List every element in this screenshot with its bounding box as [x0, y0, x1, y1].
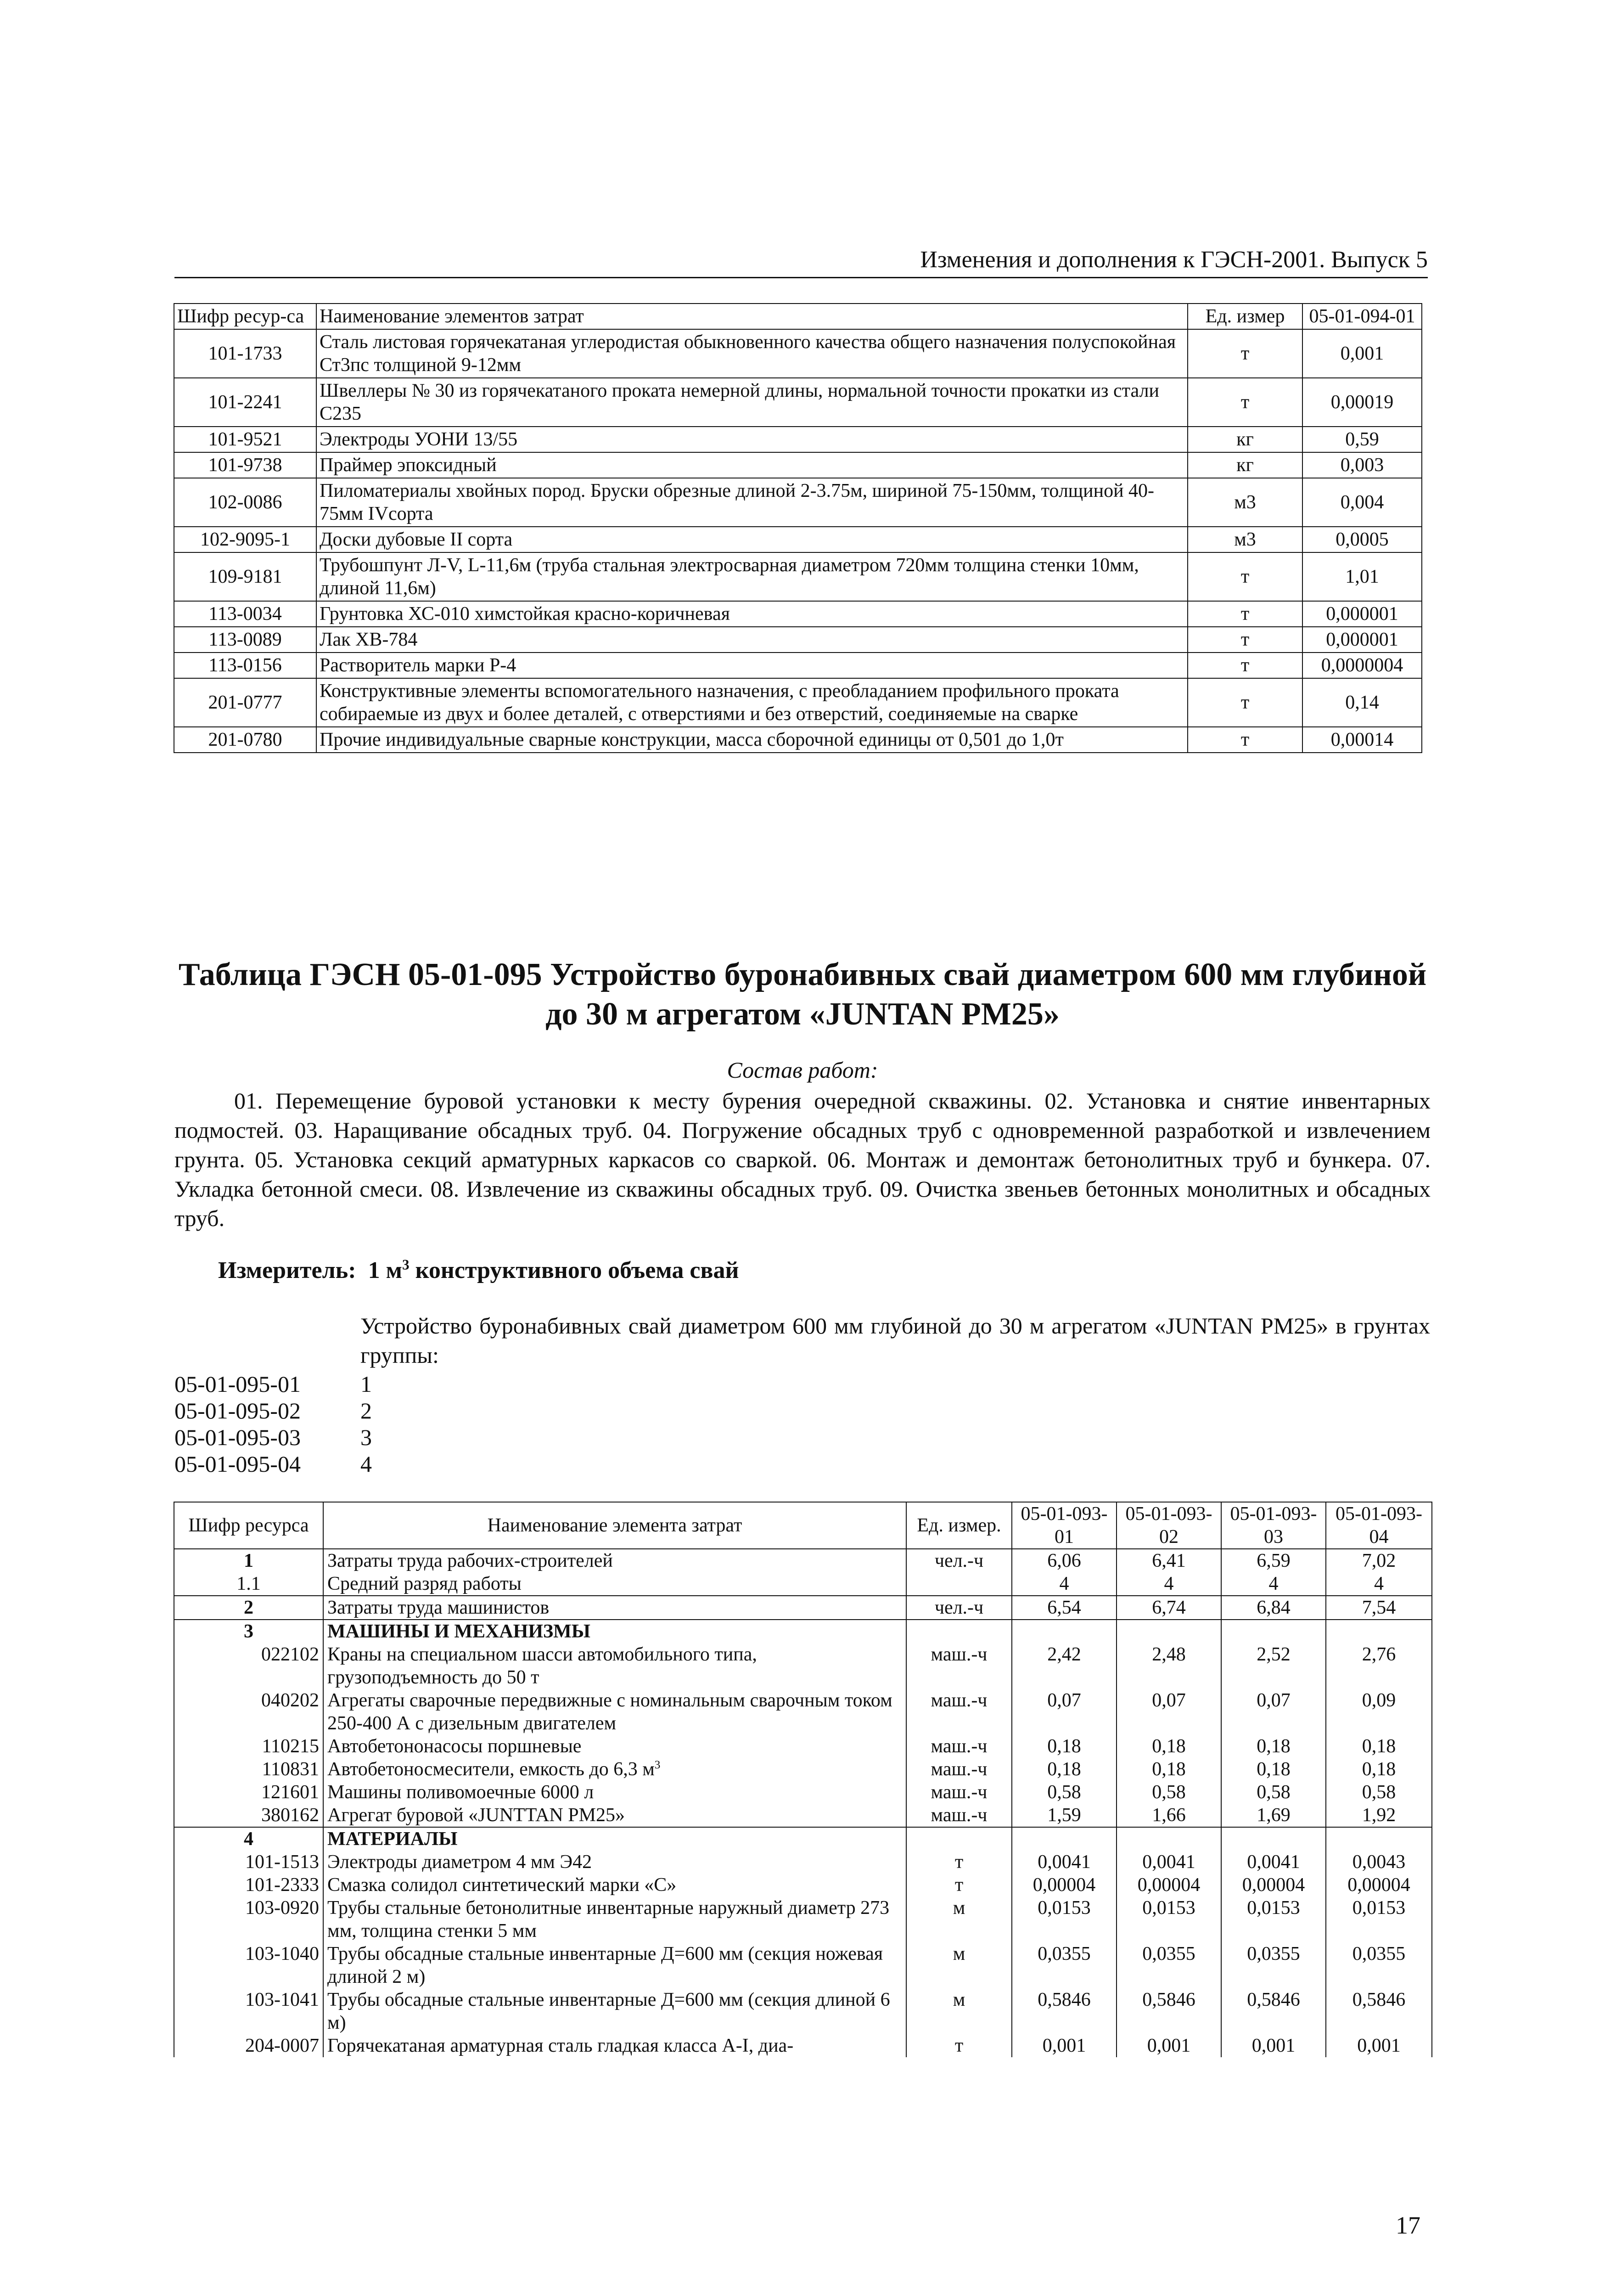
cell-code: 103-0920: [174, 1896, 323, 1942]
cell-name-text: Затраты труда рабочих-строителей: [327, 1550, 613, 1571]
variant-group: 2: [360, 1398, 372, 1424]
table-row: [174, 727, 1422, 753]
cell-code: 1: [174, 1549, 323, 1572]
cell-value-4: 0,0043: [1326, 1851, 1432, 1874]
cell-code: 201-0777: [174, 678, 316, 727]
cell-name: [323, 1596, 906, 1620]
table-row: [174, 601, 1422, 627]
table-row: [174, 1942, 1432, 1988]
table-row: [174, 1804, 1432, 1827]
cell-code: 101-2241: [174, 378, 316, 427]
cell-unit: чел.-ч: [906, 1596, 1012, 1620]
table-row: [174, 478, 1422, 527]
cell-unit: т: [1188, 601, 1302, 627]
cell-code: 204-0007: [174, 2034, 323, 2057]
table-row: [174, 1596, 1432, 1620]
cell-value-1: 1,59: [1012, 1804, 1117, 1827]
cell-value-3: 0,07: [1221, 1689, 1326, 1735]
cell-value-2: 6,74: [1117, 1596, 1221, 1620]
table-row: [174, 427, 1422, 452]
table-row: [174, 1896, 1432, 1942]
cell-value-4: 7,02: [1326, 1549, 1432, 1572]
cell-value: 0,0000004: [1302, 653, 1422, 678]
cell-code: 101-9521: [174, 427, 316, 452]
cell-unit: т: [1188, 329, 1302, 378]
table-row: [174, 1988, 1432, 2034]
cell-code: 113-0156: [174, 653, 316, 678]
cell-unit: т: [906, 1851, 1012, 1874]
cell-name-text: Затраты труда машинистов: [327, 1597, 550, 1618]
cell-name-text: Агрегат буровой «JUNTTAN PM25»: [327, 1805, 625, 1826]
cell-code: 101-9738: [174, 452, 316, 478]
cell-value: 1,01: [1302, 552, 1422, 601]
header-code: Шифр ресур-са: [174, 304, 316, 329]
cell-value-2: 0,58: [1117, 1781, 1221, 1804]
cell-name: [323, 2034, 906, 2057]
cell-unit: т: [1188, 552, 1302, 601]
cell-name: [323, 1874, 906, 1896]
cell-value-4: [1326, 1827, 1432, 1851]
table-row: [174, 1851, 1432, 1874]
cell-name: [323, 1804, 906, 1827]
cell-code: 109-9181: [174, 552, 316, 601]
table-row: [174, 1620, 1432, 1643]
cell-value-2: 6,41: [1117, 1549, 1221, 1572]
cell-value-2: 0,18: [1117, 1758, 1221, 1781]
cell-value: 0,14: [1302, 678, 1422, 727]
cell-value-1: [1012, 1827, 1117, 1851]
cell-name-text: МАТЕРИАЛЫ: [327, 1829, 458, 1850]
cell-code: 040202: [174, 1689, 323, 1735]
cell-value-3: 0,0041: [1221, 1851, 1326, 1874]
cell-value-4: 0,0355: [1326, 1942, 1432, 1988]
cell-value-4: 0,0153: [1326, 1896, 1432, 1942]
cell-value-3: 4: [1221, 1572, 1326, 1596]
cell-unit: м3: [1188, 478, 1302, 527]
cell-value-1: 6,54: [1012, 1596, 1117, 1620]
table-row: [174, 1781, 1432, 1804]
cell-value-1: 0,58: [1012, 1781, 1117, 1804]
cell-name: Грунтовка ХС-010 химстойкая красно-коричневая: [316, 601, 1188, 627]
cell-unit: м: [906, 1896, 1012, 1942]
cell-value-4: 0,5846: [1326, 1988, 1432, 2034]
cell-code: 103-1040: [174, 1942, 323, 1988]
running-header: Изменения и дополнения к ГЭСН-2001. Выпуск 5: [174, 246, 1428, 278]
cell-value: 0,000001: [1302, 627, 1422, 653]
cell-value-1: 0,07: [1012, 1689, 1117, 1735]
variant-list: [174, 1371, 372, 1477]
cell-value-4: [1326, 1620, 1432, 1643]
header-col-4: 05-01-093-04: [1326, 1502, 1432, 1549]
cell-name: Сталь листовая горячекатаная углеродистая обыкновенного качества общего назначения полуспокойная Ст3пс толщиной 9-12мм: [316, 329, 1188, 378]
cell-name: [323, 1758, 906, 1781]
cell-value-4: 0,09: [1326, 1689, 1432, 1735]
variant-group: 1: [360, 1371, 372, 1397]
variant-group: 4: [360, 1451, 372, 1477]
cell-name-text: Машины поливомоечные 6000 л: [327, 1782, 594, 1803]
cell-name-text: Средний разряд работы: [327, 1573, 522, 1594]
cell-name: [323, 1827, 906, 1851]
cell-name-text: Трубы обсадные стальные инвентарные Д=600 мм (секция длиной 6 м): [327, 1989, 890, 2033]
variant-item: [174, 1424, 372, 1451]
variant-code: 05-01-095-02: [174, 1398, 301, 1424]
table-row: [174, 329, 1422, 378]
cell-code: 110831: [174, 1758, 323, 1781]
table-row: [174, 678, 1422, 727]
header-name: Наименование элемента затрат: [323, 1502, 906, 1549]
cell-name: Прочие индивидуальные сварные конструкции, масса сборочной единицы от 0,501 до 1,0т: [316, 727, 1188, 753]
cell-unit: м: [906, 1942, 1012, 1988]
cell-value: 0,0005: [1302, 527, 1422, 552]
cell-name: [323, 1896, 906, 1942]
cell-value-3: 1,69: [1221, 1804, 1326, 1827]
cell-name: [323, 1549, 906, 1572]
measure-sup: 3: [402, 1256, 410, 1273]
cell-name: Трубошпунт Л-V, L-11,6м (труба стальная электросварная диаметром 720мм толщина стенки 10мм, длиной 11,6м): [316, 552, 1188, 601]
cell-unit: чел.-ч: [906, 1549, 1012, 1572]
cell-name: [323, 1781, 906, 1804]
cell-unit: т: [1188, 627, 1302, 653]
cell-unit: [906, 1572, 1012, 1596]
cell-value-2: 0,0041: [1117, 1851, 1221, 1874]
cell-unit: м3: [1188, 527, 1302, 552]
cell-unit: маш.-ч: [906, 1804, 1012, 1827]
cell-value-2: [1117, 1620, 1221, 1643]
header-name: Наименование элементов затрат: [316, 304, 1188, 329]
cell-value-3: 2,52: [1221, 1643, 1326, 1689]
cell-code: 2: [174, 1596, 323, 1620]
cell-unit: [906, 1827, 1012, 1851]
cell-name-text: Автобетоносмесители, емкость до 6,3 м: [327, 1759, 655, 1780]
cell-value-4: 0,18: [1326, 1735, 1432, 1758]
cell-value-3: 0,0355: [1221, 1942, 1326, 1988]
cell-value-3: [1221, 1620, 1326, 1643]
cell-name: [323, 1620, 906, 1643]
table-row: [174, 527, 1422, 552]
cell-value-1: 0,0153: [1012, 1896, 1117, 1942]
cell-code: 102-0086: [174, 478, 316, 527]
header-col-1: 05-01-093-01: [1012, 1502, 1117, 1549]
cell-unit: т: [1188, 727, 1302, 753]
cell-name: Растворитель марки Р-4: [316, 653, 1188, 678]
cell-value-2: 0,001: [1117, 2034, 1221, 2057]
cell-name-text: Автобетононасосы поршневые: [327, 1736, 582, 1757]
cell-code: 113-0089: [174, 627, 316, 653]
cell-value-2: 0,00004: [1117, 1874, 1221, 1896]
variant-item: [174, 1371, 372, 1397]
cell-unit: т: [1188, 378, 1302, 427]
cell-code: 3: [174, 1620, 323, 1643]
cell-name-sup: 3: [654, 1759, 661, 1771]
cell-unit: маш.-ч: [906, 1643, 1012, 1689]
cell-value-2: [1117, 1827, 1221, 1851]
table-row: [174, 1758, 1432, 1781]
cell-code: 121601: [174, 1781, 323, 1804]
table-row: [174, 1827, 1432, 1851]
cell-value: 0,004: [1302, 478, 1422, 527]
cell-code: 103-1041: [174, 1988, 323, 2034]
header-unit: Ед. измер: [1188, 304, 1302, 329]
cell-name-text: Агрегаты сварочные передвижные с номинальным сварочным током 250-400 А с дизельным двигателем: [327, 1690, 892, 1734]
cell-name-text: Краны на специальном шасси автомобильного типа, грузоподъемность до 50 т: [327, 1644, 757, 1688]
cell-code: 201-0780: [174, 727, 316, 753]
cell-code: 110215: [174, 1735, 323, 1758]
table-row: [174, 552, 1422, 601]
cell-name-text: МАШИНЫ И МЕХАНИЗМЫ: [327, 1621, 591, 1642]
cell-unit: т: [906, 1874, 1012, 1896]
cell-unit: кг: [1188, 427, 1302, 452]
cell-value: 0,00019: [1302, 378, 1422, 427]
variant-group: 3: [360, 1424, 372, 1450]
cell-value: 0,000001: [1302, 601, 1422, 627]
cell-value-4: 1,92: [1326, 1804, 1432, 1827]
cell-code: 1.1: [174, 1572, 323, 1596]
cell-value-1: 0,001: [1012, 2034, 1117, 2057]
table-row: [174, 2034, 1432, 2057]
cell-name-text: Электроды диаметром 4 мм Э42: [327, 1851, 592, 1873]
cell-value-4: 0,58: [1326, 1781, 1432, 1804]
cell-name-text: Трубы обсадные стальные инвентарные Д=600 мм (секция ножевая длиной 2 м): [327, 1943, 883, 1987]
cell-value-4: 4: [1326, 1572, 1432, 1596]
cell-value-3: 6,59: [1221, 1549, 1326, 1572]
table-row: [174, 1549, 1432, 1572]
table-header-row: [174, 1502, 1432, 1549]
cell-value-1: 0,0041: [1012, 1851, 1117, 1874]
cell-name-text: Смазка солидол синтетический марки «С»: [327, 1874, 677, 1896]
cell-value-2: 4: [1117, 1572, 1221, 1596]
cell-code: 113-0034: [174, 601, 316, 627]
cell-name: Конструктивные элементы вспомогательного назначения, с преобладанием профильного проката собираемые из двух и более деталей, с отверстиями и без отверстий, соединяемые на сварке: [316, 678, 1188, 727]
table-row: [174, 653, 1422, 678]
header-col-3: 05-01-093-03: [1221, 1502, 1326, 1549]
header-col: 05-01-094-01: [1302, 304, 1422, 329]
cell-value-2: 0,0153: [1117, 1896, 1221, 1942]
cell-value-1: 0,18: [1012, 1758, 1117, 1781]
measure-line: [218, 1256, 739, 1285]
header-unit: Ед. измер.: [906, 1502, 1012, 1549]
cell-value: 0,003: [1302, 452, 1422, 478]
cell-code: 101-2333: [174, 1874, 323, 1896]
cell-value-1: [1012, 1620, 1117, 1643]
cell-value-3: 0,001: [1221, 2034, 1326, 2057]
cell-unit: т: [906, 2034, 1012, 2057]
cell-name: Доски дубовые II сорта: [316, 527, 1188, 552]
cell-unit: м: [906, 1988, 1012, 2034]
cell-value-3: 0,18: [1221, 1735, 1326, 1758]
cell-value-1: 6,06: [1012, 1549, 1117, 1572]
cell-value-4: 0,18: [1326, 1758, 1432, 1781]
cell-name: [323, 1851, 906, 1874]
cell-value-3: [1221, 1827, 1326, 1851]
cell-value-4: 2,76: [1326, 1643, 1432, 1689]
table-row: [174, 1643, 1432, 1689]
cell-value-1: 0,5846: [1012, 1988, 1117, 2034]
table-row: [174, 1735, 1432, 1758]
cell-value: 0,59: [1302, 427, 1422, 452]
cell-code: 101-1733: [174, 329, 316, 378]
cell-code: 380162: [174, 1804, 323, 1827]
cell-code: 101-1513: [174, 1851, 323, 1874]
cell-value-4: 7,54: [1326, 1596, 1432, 1620]
cell-unit: маш.-ч: [906, 1781, 1012, 1804]
cell-value-1: 0,0355: [1012, 1942, 1117, 1988]
cell-unit: маш.-ч: [906, 1758, 1012, 1781]
resource-table-continued: [174, 303, 1422, 753]
cell-value-3: 6,84: [1221, 1596, 1326, 1620]
cell-name: [323, 1572, 906, 1596]
table-row: [174, 1874, 1432, 1896]
cell-value-3: 0,5846: [1221, 1988, 1326, 2034]
cell-unit: маш.-ч: [906, 1689, 1012, 1735]
cell-unit: [906, 1620, 1012, 1643]
cell-name-text: Трубы стальные бетонолитные инвентарные наружный диаметр 273 мм, толщина стенки 5 мм: [327, 1897, 890, 1941]
table-title: Таблица ГЭСН 05-01-095 Устройство буронабивных свай диаметром 600 мм глубиной до 30 м агрегатом «JUNTAN PM25»: [178, 957, 1427, 1032]
variant-intro: Устройство буронабивных свай диаметром 600 мм глубиной до 30 м агрегатом «JUNTAN PM25» в грунтах группы:: [360, 1313, 1430, 1368]
cell-value-2: 0,18: [1117, 1735, 1221, 1758]
cell-value-1: 0,18: [1012, 1735, 1117, 1758]
cell-name: [323, 1988, 906, 2034]
variant-code: 05-01-095-03: [174, 1424, 301, 1450]
cell-code: 4: [174, 1827, 323, 1851]
cell-name: Праймер эпоксидный: [316, 452, 1188, 478]
cell-value-2: 1,66: [1117, 1804, 1221, 1827]
measure-label: Измеритель:: [218, 1257, 356, 1283]
cell-value-3: 0,58: [1221, 1781, 1326, 1804]
cell-name: [323, 1643, 906, 1689]
cell-code: 022102: [174, 1643, 323, 1689]
table-row: [174, 452, 1422, 478]
composition-heading: Состав работ:: [727, 1057, 878, 1083]
cell-value-2: 0,5846: [1117, 1988, 1221, 2034]
variant-code: 05-01-095-04: [174, 1451, 301, 1477]
cell-name: Швеллеры № 30 из горячекатаного проката немерной длины, нормальной точности прокатки из стали С235: [316, 378, 1188, 427]
variant-item: [174, 1397, 372, 1424]
cell-code: 102-9095-1: [174, 527, 316, 552]
cell-value-1: 2,42: [1012, 1643, 1117, 1689]
variant-item: [174, 1451, 372, 1477]
table-row: [174, 378, 1422, 427]
cell-name: [323, 1735, 906, 1758]
measure-rest: конструктивного объема свай: [409, 1257, 739, 1283]
cell-name: [323, 1689, 906, 1735]
cell-unit: маш.-ч: [906, 1735, 1012, 1758]
table-row: [174, 627, 1422, 653]
composition-text: 01. Перемещение буровой установки к месту бурения очередной скважины. 02. Установка и снятие инвентарных подмостей. 03. Наращивание обсадных труб. 04. Погружение обсадных труб с одновременной разработкой и извлечением грунта. 05. Установка секций арматурных каркасов со сваркой. 06. Монтаж и демонтаж бетонолитных труб и бункера. 07. Укладка бетонной смеси. 08. Извлечение из скважины обсадных труб. 09. Очистка звеньев бетонных монолитных и обсадных труб.: [174, 1088, 1431, 1231]
table-row: [174, 1572, 1432, 1596]
variant-code: 05-01-095-01: [174, 1371, 301, 1397]
cell-name: Лак ХВ-784: [316, 627, 1188, 653]
cell-value-3: 0,00004: [1221, 1874, 1326, 1896]
table-header-row: [174, 304, 1422, 329]
cell-value-3: 0,18: [1221, 1758, 1326, 1781]
cell-name: Электроды УОНИ 13/55: [316, 427, 1188, 452]
cell-name: Пиломатериалы хвойных пород. Бруски обрезные длиной 2-3.75м, шириной 75-150мм, толщиной 40-75мм IVсорта: [316, 478, 1188, 527]
cell-value: 0,00014: [1302, 727, 1422, 753]
cell-unit: кг: [1188, 452, 1302, 478]
cell-value: 0,001: [1302, 329, 1422, 378]
header-col-2: 05-01-093-02: [1117, 1502, 1221, 1549]
cell-value-1: 0,00004: [1012, 1874, 1117, 1896]
cell-name: [323, 1942, 906, 1988]
measure-value: 1 м: [368, 1257, 403, 1283]
cell-value-2: 2,48: [1117, 1643, 1221, 1689]
cell-unit: т: [1188, 653, 1302, 678]
cell-value-4: 0,00004: [1326, 1874, 1432, 1896]
table-row: [174, 1689, 1432, 1735]
page-number: 17: [1396, 2212, 1420, 2239]
cell-value-1: 4: [1012, 1572, 1117, 1596]
cell-value-2: 0,0355: [1117, 1942, 1221, 1988]
header-code: Шифр ресурса: [174, 1502, 323, 1549]
norms-table: [174, 1502, 1432, 2057]
cell-unit: т: [1188, 678, 1302, 727]
cell-value-3: 0,0153: [1221, 1896, 1326, 1942]
cell-value-2: 0,07: [1117, 1689, 1221, 1735]
cell-value-4: 0,001: [1326, 2034, 1432, 2057]
cell-name-text: Горячекатаная арматурная сталь гладкая класса А-I, диа-: [327, 2035, 794, 2056]
